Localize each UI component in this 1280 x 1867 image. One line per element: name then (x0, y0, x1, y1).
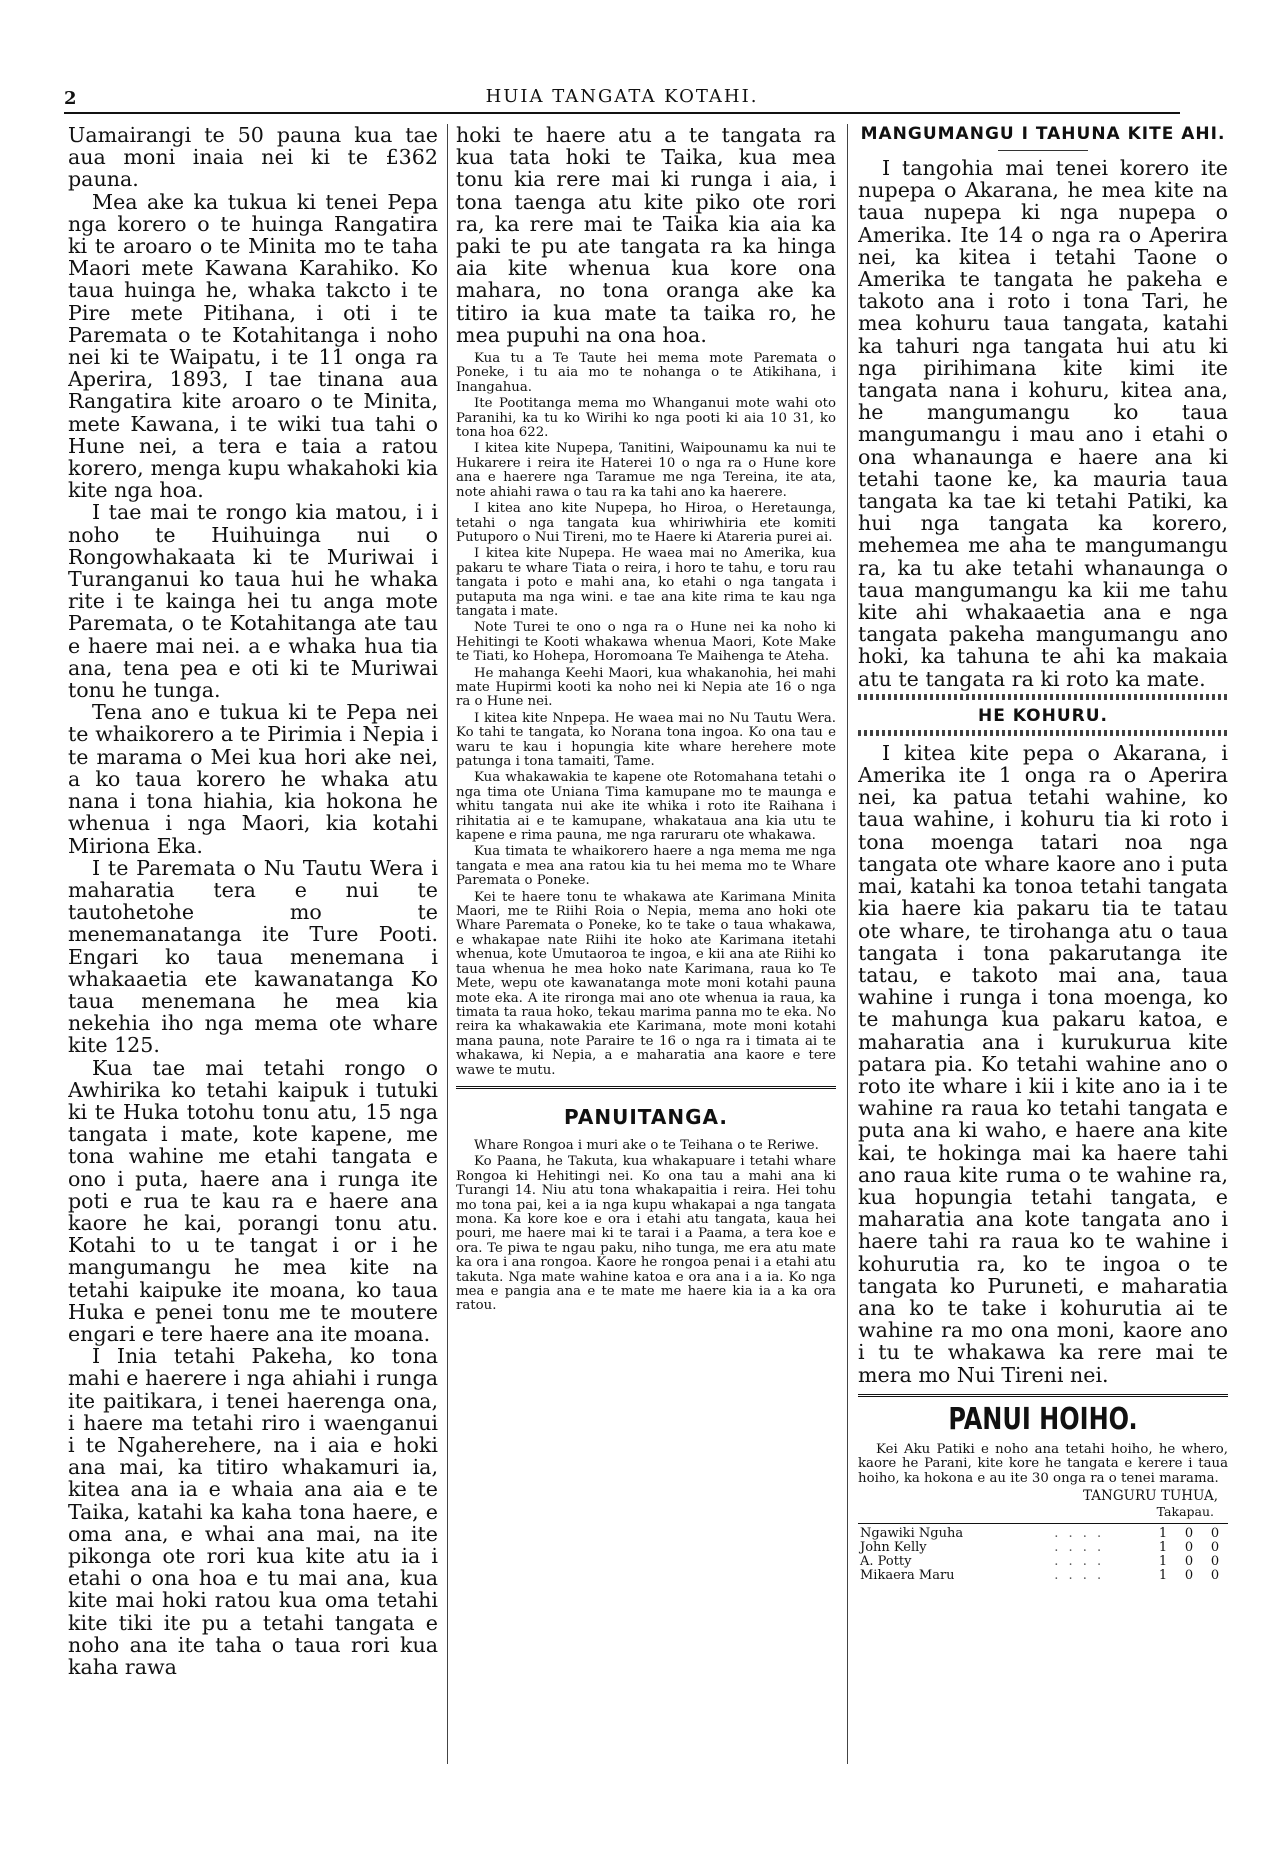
title-rule (998, 150, 1088, 151)
news-note: Note Turei te ono o nga ra o Hune nei ka noho ki Hehitingi te Kooti whakawa whenua Maori, Kote Make te Tiati, ko Hohepa, Horomoana Te Maihenga te Ateha. (456, 620, 836, 665)
table-row (858, 1541, 1228, 1555)
section-divider (456, 1086, 836, 1089)
ledger-name: Mikaera Maru (860, 1567, 955, 1583)
news-note: He mahanga Keehi Maori, kua whakanohia, hei mahi mate Hupirmi kooti ka noho nei ki Nepia ate 16 o nga ra o Hune nei. (456, 665, 836, 710)
ledger-value: 0 (1184, 1525, 1194, 1541)
paragraph: I kitea kite pepa o Akarana, i Amerika ite 1 onga ra o Aperira nei, ka patua tetahi wahine, ko taua wahine, i kohuru tia ki roto i tona moenga tatari noa nga tangata ote whare kaore ano i puta mai, katahi ka tonoa tetahi tangata kia haere kia pakaru tia te tatau ote whare, te tirohanga atu o taua tangata i tona pakarutanga ite tatau, e takoto mai ana, taua wahine i runga i tona moenga, ko te mahunga kua pakaru katoa, e maharatia ana i kurukurua kite patara pia. Ko tetahi wahine ano o roto ite whare i kii i kite ano ia i te wahine ra raua ko tetahi tangata e puta ana ki waho, e haere ana kite kai, te hokinga mai ka haere tahi ano raua kite ruma o te wahine ra, kua hopungia tetahi tangata, e maharatia ana kote tangata ano i haere tahi ra raua ko te wahine i kohurutia ra, ko te ingoa o te tangata ko Puruneti, e maharatia ana ko te take i kohurutia ai te wahine ra mo ona moni, kaore ano i tu te whakawa ka rere mai te mera mo Nui Tireni nei. (858, 740, 1228, 1387)
column-2 (456, 124, 836, 1764)
running-title: HUIA TANGATA KOTAHI. (485, 86, 759, 107)
ledger-name: A. Potty (860, 1553, 912, 1569)
ledger-value: 0 (1210, 1525, 1220, 1541)
ledger-dots: . . . . (1054, 1525, 1105, 1541)
news-note: Kua tu a Te Taute hei mema mote Paremata o Poneke, i tu aia mo te nohanga o te Atikihana, i Inangahua. (456, 351, 836, 395)
ledger-value: 1 (1158, 1553, 1168, 1569)
notice-title: PANUITANGA. (564, 1104, 728, 1129)
advert-title: PANUI HOIHO. (948, 1401, 1138, 1437)
news-note: I kitea kite Nupepa. He waea mai no Amerika, kua pakaru te whare Tiata o reira, i horo te tahu, e toru rau tangata i poto e mahi ana, ko etahi o nga tangata i putaputa ma nga wini. e tae ana kite rima te kau nga tangata i mate. (456, 546, 836, 619)
news-note: Kua whakawakia te kapene ote Rotomahana tetahi o nga tima ote Uniana Tima kamupane mo te maunga e whitu tangata nui ake ite whika i roto ite Raihana i rihitatia ai e te kamupane, whakataua ana kia utu te kapene e rima pauna, me nga raruraru ote whakawa. (456, 770, 836, 844)
ledger-value: 1 (1158, 1567, 1168, 1583)
paragraph: I tae mai te rongo kia matou, i i noho te Huihuinga nui o Rongowhakaata ki te Muriwai i Turanganui ko taua hui he whaka rite i te kainga hei tu anga mote Paremata, o te Kotahitanga ate tau e haere mai nei. a e whaka hua tia ana, tena pea e oti ki te Muriwai tonu he tunga. (68, 500, 438, 703)
wavy-divider (858, 730, 1228, 736)
paragraph: Kua tae mai tetahi rongo o Awhirika ko tetahi kaipuk i tutuki ki te Huka totohu tonu atu, 15 nga tangata i mate, kote kapene, me tona wahine me etahi tangata e ono i puta, haere ana i runga ite poti e rua te kau ra e haere ana kaore he kai, porangi tonu atu. Kotahi to u te tangat i or i he mangumangu he mea kite na tetahi kaipuke ite moana, ko taua Huka e penei tonu me te moutere engari e tere haere ana ite moana. (68, 1055, 438, 1346)
news-note: I kitea ano kite Nupepa, ho Hiroa, o Heretaunga, tetahi o nga tangata kua whiriwhiria ete komiti Putuporo o Nui Tireni, mo te Haere ki Atareria purei ai. (456, 501, 836, 545)
header-rule (64, 112, 1180, 114)
ledger-name: John Kelly (860, 1539, 927, 1555)
ledger-dots: . . . . (1054, 1567, 1105, 1583)
ledger-name: Ngawiki Nguha (860, 1525, 964, 1541)
ledger-dots: . . . . (1054, 1553, 1105, 1569)
column-divider (447, 124, 448, 1764)
news-note: Kua timata te whaikorero haere a nga mema me nga tangata e mea ana ratou kia tu hei mema mo te Whare Paremata o Poneke. (456, 844, 836, 889)
news-note: I kitea kite Nupepa, Tanitini, Waipounamu ka nui te Hukarere i reira ite Haterei 10 o nga ra o Hune kore ana e haerere nga Taramue me nga Tereina, ite ata, note ahiahi rawa o tau ra ka tahi ano ka haerere. (456, 441, 836, 500)
news-note: I kitea kite Nnpepa. He waea mai no Nu Tautu Wera. Ko tahi te tangata, ko Norana tona ingoa. Ko ona tau e waru te kau i hopungia kite whare herehere mote patunga i tona tamaiti, Tame. (456, 710, 836, 769)
paragraph: I te Paremata o Nu Tautu Wera i maharatia tera e nui te tautohetohe mo te menemanatanga ite Ture Pooti. Engari ko taua menemana i whakaaetia ete kawanatanga Ko taua menemana he mea kia nekehia iho nga mema ote whare kite 125. (68, 855, 438, 1058)
paragraph: Ko Paana, he Takuta, kua whakapuare i tetahi whare Rongoa ki Hehitingi nei. Ko ona tau a mahi ana ki Turangi 14. Niu atu tona whakapaitia i reira. Hei tohu mo tona pai, kei a ia nga kupu whakapai a nga tangata mona. Ka kore koe e ora i etahi atu tangata, kaua hei pouri, me haere mai ki te tarai i a Paama, a tera koe e ora. Te piwa te ngau paku, niho tunga, me era atu mate ka ora i ana rongoa. Kaore he rongoa penai i a etahi atu takuta. Nga mate wahine katoa e ora ana i a ia. Ko nga mea e pangia ana e te mate me haere kia ia a ka ora ratou. (456, 1154, 836, 1314)
ledger-value: 0 (1210, 1539, 1220, 1555)
advert-text: Kei Aku Patiki e noho ana tetahi hoiho, he whero, kaore he Parani, kite kore he tangata e kerere i taua hoiho, ka hokona e au ite 30 onga ra o tenei marama. (858, 1441, 1228, 1486)
article-title: MANGUMANGU I TAHUNA KITE AHI. (860, 124, 1226, 144)
paragraph: Whare Rongoa i muri ake o te Teihana o te Reriwe. (474, 1137, 819, 1153)
ledger-value: 0 (1184, 1567, 1194, 1583)
paragraph: I tangohia mai tenei korero ite nupepa o Akarana, he mea kite na taua nupepa ki nga nupepa o Amerika. Ite 14 o nga ra o Aperira nei, ka kitea i tetahi Taone o Amerika te tangata he pakeha e takoto ana i roto i tona Tari, he mea kohuru taua tangata, katahi ka tahuri nga tangata hui atu ki nga pirihimana kite kimi ite tangata nana i kohuru, kitea ana, he mangumangu ko taua mangumangu i mau ano i etahi o ona whanaunga e haere ana ki tetahi taone ke, ka mauria taua tangata ka tae ki tetahi Patiki, ka hui nga tangata ka korero, mehemea me aha te mangumangu ra, ka tu ake tetahi whanaunga o taua mangumangu ka kii me tahu kite ahi whakaaetia ana e nga tangata pakeha mangumangu ano hoki, ka tahuna te ahi ka makaia atu te tangata ra ki roto ka mate. (858, 156, 1228, 691)
ledger-value: 0 (1210, 1553, 1220, 1569)
column-divider (847, 124, 848, 1764)
section-divider (858, 1394, 1228, 1397)
news-notes (456, 352, 836, 1078)
ledger-table (858, 1527, 1228, 1583)
paragraph: Tena ano e tukua ki te Pepa nei te whaikorero a te Pirimia i Nepia i te marama o Mei kua hori ake nei, a ko taua korero he whaka atu nana i tona hiahia, kia hokona he whenua i nga Maori, kia kotahi Miriona Eka. (68, 700, 438, 858)
article-title: HE KOHURU. (977, 705, 1108, 726)
paragraph: hoki te haere atu a te tangata ra kua tata hoki te Taika, kua mea tonu kia rere mai ki runga i aia, i tona taenga atu kite piko ote rori ra, ka rere mai te Taika kia aia ka paki te pu ate tangata ra ka hinga aia kite whenua kua kore ona mahara, no tona oranga ake ka titiro ia kua mate ta taika ro, he mea pupuhi na ona hoa. (456, 124, 836, 347)
page-number: 2 (64, 88, 77, 109)
paragraph: Mea ake ka tukua ki tenei Pepa nga korero o te huinga Rangatira ki te aroaro o te Minita mo te taha Maori mete Kawana Karahiko. Ko taua huinga he, whaka takcto i te Pire mete Pitihana, i oti i te Paremata o te Kotahitanga i noho nei ki te Waipatu, i te 11 onga ra Aperira, 1893, I tae tinana aua Rangatira kite aroaro o te Minita, mete Kawana, i te wiki tua tahi o Hune nei, a tera e taia a ratou korero, menga kupu whakahoki kia kite nga hoa. (68, 189, 438, 503)
column-3 (858, 124, 1228, 1764)
signature-place: Takapau. (1156, 1503, 1214, 1519)
news-note: Ite Pootitanga mema mo Whanganui mote wahi oto Paranihi, ka tu ko Wirihi ko nga pooti ki aia 10 31, ko tona hoa 622. (456, 396, 836, 441)
wavy-divider (858, 694, 1228, 700)
ledger-value: 0 (1184, 1553, 1194, 1569)
table-row (858, 1569, 1228, 1583)
page-header (64, 70, 1180, 110)
ledger-value: 1 (1158, 1539, 1168, 1555)
paragraph: I Inia tetahi Pakeha, ko tona mahi e haerere i nga ahiahi i runga ite paitikara, i tenei haerenga ona, i haere ma tetahi riro i waenganui i te Ngaherehere, na i aia e hoki ana mai, ka titiro whakamuri ia, kitea ana ia e whaia ana aia e te Taika, katahi ka kaha tona haere, e oma ana, e whai ana mai, na ite pikonga ote rori kua kite atu ia i etahi o ona hoa e tu mai ana, kua kite mai hoki ratou kua oma tetahi kite tiki ite pu a tetahi tangata e noho ana ite taha o taua rori kua kaha rawa (68, 1344, 438, 1680)
paragraph: Uamairangi te 50 pauna kua tae aua moni inaia nei ki te £362 pauna. (68, 124, 438, 192)
ledger-rule (858, 1523, 1228, 1524)
notice-body (456, 1139, 836, 1314)
table-row (858, 1527, 1228, 1541)
ledger-value: 0 (1184, 1539, 1194, 1555)
news-note: Kei te haere tonu te whakawa ate Karimana Minita Maori, me te Riihi Roia o Nepia, mema ano hoki ote Whare Paremata o Poneke, ko te take o taua whakawa, e whakapae nate Riihi ite hoko ate Karimana itetahi whenua, kote Umutaoroa te ingoa, e kii ana ate Riihi ko taua whenua he mea hoko nate Karimana, raua ko Te Mete, wepu ote kawanatanga mote moni kotahi pauna mote eka. A ite rironga mai ano ote whenua ia raua, ka timata ta raua hoko, tekau marima panna mo te eka. No reira ka whakawakia ete Karimana, mote moni kotahi mana pauna, note Paraire te 16 o nga ra i timata ai te whakawa, ki Nepia, a e maharatia ana kaore e tere wawe te mutu. (456, 889, 836, 1078)
signature: TANGURU TUHUA, (1083, 1487, 1218, 1504)
table-row (858, 1555, 1228, 1569)
ledger-dots: . . . . (1054, 1539, 1105, 1555)
ledger-value: 0 (1210, 1567, 1220, 1583)
ledger-value: 1 (1158, 1525, 1168, 1541)
column-1 (68, 124, 438, 1764)
